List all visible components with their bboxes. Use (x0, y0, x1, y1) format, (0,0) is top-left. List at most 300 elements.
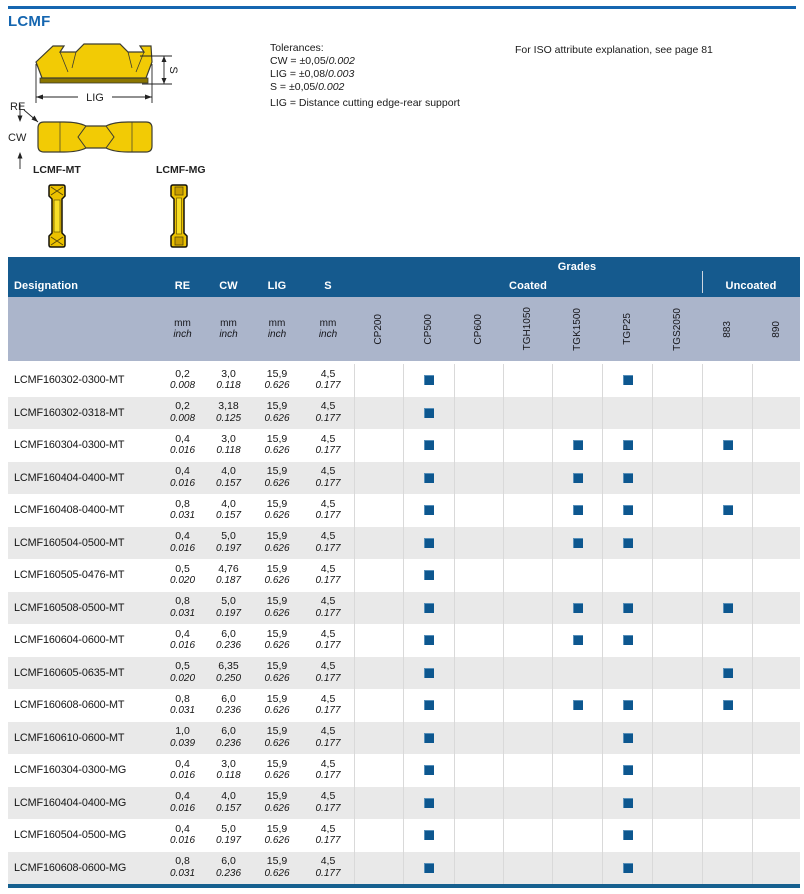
dim-cell-lig (252, 364, 302, 397)
dim-cell-re (160, 624, 205, 657)
unit-cell-cw: mm inch (219, 317, 238, 340)
inch-value: 0.008 (169, 412, 196, 424)
availability-square (424, 700, 434, 710)
dim-cell-re (160, 494, 205, 527)
mm-value: 15,9 (266, 757, 288, 770)
inch-value: 0.020 (169, 672, 196, 684)
grade-cell-890 (752, 624, 800, 657)
mm-value: 15,9 (266, 400, 288, 413)
table-row (8, 559, 800, 592)
designation-cell: LCMF160304-0300-MG (14, 764, 127, 777)
insert-front-view (36, 44, 152, 78)
dim-cell-lig (252, 852, 302, 885)
grade-column-header-tgh1050: TGH1050 (522, 307, 533, 351)
availability-square (573, 700, 583, 710)
dim-cell-s (302, 494, 354, 527)
mm-value: 15,9 (266, 530, 288, 543)
grade-cell-tgs2050 (652, 657, 702, 690)
grade-cell-tgp25 (602, 852, 652, 885)
mm-value: 4,5 (320, 595, 336, 608)
mm-value: 6,0 (221, 627, 236, 640)
grade-cell-cp500 (403, 592, 454, 625)
grade-cell-cp200 (354, 397, 403, 430)
dim-cell-s (302, 657, 354, 690)
designation-header: Designation (14, 280, 79, 292)
mm-value: 0,8 (175, 497, 190, 510)
mm-value: 0,4 (175, 627, 190, 640)
mm-value: 4,0 (221, 790, 236, 803)
dim-cell-s (302, 429, 354, 462)
availability-square (424, 668, 434, 678)
dim-cell-cw (205, 624, 252, 657)
grade-cell-cp600 (454, 657, 503, 690)
mm-value: 0,4 (175, 465, 190, 478)
grade-cell-tgs2050 (652, 722, 702, 755)
mm-value: 5,0 (221, 822, 236, 835)
grade-cell-tgs2050 (652, 689, 702, 722)
tolerances-block (270, 42, 355, 94)
designation-cell: LCMF160508-0500-MT (14, 601, 125, 614)
grade-cell-tgp25 (602, 527, 652, 560)
grade-cell-890 (752, 592, 800, 625)
mm-value: 15,9 (266, 465, 288, 478)
inch-value: 0.197 (215, 542, 242, 554)
dim-cell-cw (205, 819, 252, 852)
inch-value: 0.157 (215, 510, 242, 522)
grade-cell-tgs2050 (652, 559, 702, 592)
grade-cell-cp600 (454, 819, 503, 852)
tolerance-cw: CW = ±0,05/0.002 (270, 55, 355, 67)
mm-value: 1,0 (175, 725, 190, 738)
inch-value: 0.626 (264, 672, 290, 684)
mm-value: 4,5 (320, 400, 336, 413)
mm-value: 4,5 (320, 497, 336, 510)
dim-cell-cw (205, 787, 252, 820)
grades-table (8, 257, 800, 888)
grade-cell-cp500 (403, 624, 454, 657)
grade-cell-cp200 (354, 559, 403, 592)
mm-value: 4,0 (221, 465, 236, 478)
table-row (8, 592, 800, 625)
dim-cell-s (302, 397, 354, 430)
availability-square (623, 538, 633, 548)
designation-cell: LCMF160504-0500-MG (14, 829, 127, 842)
mm-value: 0,8 (175, 692, 190, 705)
inch-value: 0.177 (315, 607, 341, 619)
dim-cell-s (302, 624, 354, 657)
grade-column-header-cp600: CP600 (473, 313, 484, 345)
mm-value: 0,4 (175, 432, 190, 445)
inch-value: 0.197 (215, 607, 242, 619)
availability-square (623, 635, 633, 645)
grade-cell-890 (752, 494, 800, 527)
grade-cell-cp500 (403, 787, 454, 820)
grade-cell-tgp25 (602, 787, 652, 820)
dim-cell-lig (252, 429, 302, 462)
grade-cell-tgh1050 (503, 754, 552, 787)
re-header: RE (174, 280, 191, 292)
grade-cell-cp600 (454, 689, 503, 722)
availability-square (623, 700, 633, 710)
insert-photo-mt (47, 184, 67, 248)
grade-cell-tgk1500 (552, 754, 602, 787)
grade-cell-tgh1050 (503, 397, 552, 430)
inch-value: 0.177 (315, 737, 341, 749)
grade-cell-890 (752, 364, 800, 397)
inch-value: 0.626 (264, 542, 290, 554)
dim-cell-cw (205, 722, 252, 755)
grade-cell-890 (752, 819, 800, 852)
mm-value: 0,8 (175, 595, 190, 608)
dim-cell-cw (205, 494, 252, 527)
grade-cell-883 (702, 494, 752, 527)
mm-value: 4,5 (320, 530, 336, 543)
table-header-units (8, 297, 800, 364)
mm-value: 5,0 (221, 530, 236, 543)
grade-cell-tgh1050 (503, 494, 552, 527)
designation-cell: LCMF160408-0400-MT (14, 504, 125, 517)
dim-cell-re (160, 592, 205, 625)
dim-cell-cw (205, 754, 252, 787)
dim-cell-lig (252, 462, 302, 495)
inch-value: 0.626 (264, 575, 290, 587)
dim-cell-s (302, 754, 354, 787)
dim-cell-cw (205, 559, 252, 592)
iso-attribute-note: For ISO attribute explanation, see page 81 (515, 44, 713, 56)
grade-cell-cp600 (454, 754, 503, 787)
availability-square (723, 668, 733, 678)
inch-value: 0.177 (315, 445, 341, 457)
inch-value: 0.157 (215, 477, 242, 489)
unit-cell-s: mm inch (318, 317, 338, 340)
grade-cell-tgk1500 (552, 722, 602, 755)
mm-value: 6,0 (221, 725, 236, 738)
mm-value: 15,9 (266, 627, 288, 640)
designation-cell: LCMF160404-0400-MT (14, 471, 125, 484)
grade-column-header-tgp25: TGP25 (621, 313, 633, 345)
dim-cell-lig (252, 819, 302, 852)
inch-value: 0.177 (315, 867, 341, 879)
designation-cell: LCMF160604-0600-MT (14, 634, 125, 647)
mm-value: 15,9 (266, 367, 288, 380)
inch-value: 0.626 (264, 412, 290, 424)
grade-cell-cp500 (403, 527, 454, 560)
grade-cell-cp500 (403, 397, 454, 430)
table-row (8, 397, 800, 430)
inch-value: 0.125 (215, 412, 242, 424)
dim-cell-lig (252, 397, 302, 430)
inch-value: 0.626 (264, 705, 290, 717)
dim-cell-re (160, 722, 205, 755)
dim-cell-re (160, 364, 205, 397)
inch-value: 0.118 (216, 770, 241, 782)
availability-square (424, 765, 434, 775)
grade-cell-883 (702, 527, 752, 560)
grade-cell-890 (752, 397, 800, 430)
inch-value: 0.016 (169, 542, 196, 554)
dim-cell-re (160, 852, 205, 885)
availability-square (623, 863, 633, 873)
dim-cell-cw (205, 592, 252, 625)
grade-cell-tgs2050 (652, 754, 702, 787)
grade-cell-890 (752, 462, 800, 495)
dim-cell-re (160, 689, 205, 722)
mm-value: 4,5 (320, 432, 336, 445)
grade-cell-tgh1050 (503, 364, 552, 397)
inch-value: 0.177 (315, 477, 341, 489)
availability-square (573, 538, 583, 548)
grade-cell-890 (752, 527, 800, 560)
inch-value: 0.031 (169, 510, 196, 522)
uncoated-group-header: Uncoated (725, 280, 777, 292)
grade-cell-tgp25 (602, 559, 652, 592)
grade-cell-cp200 (354, 787, 403, 820)
grade-cell-883 (702, 722, 752, 755)
mm-value: 15,9 (266, 562, 288, 575)
mm-value: 5,0 (221, 595, 236, 608)
grade-cell-cp200 (354, 494, 403, 527)
table-row (8, 624, 800, 657)
inch-value: 0.157 (215, 802, 242, 814)
grade-cell-tgh1050 (503, 787, 552, 820)
availability-square (623, 505, 633, 515)
grade-cell-tgk1500 (552, 689, 602, 722)
availability-square (424, 505, 434, 515)
grade-cell-cp600 (454, 462, 503, 495)
mm-value: 4,5 (320, 562, 336, 575)
mm-value: 0,8 (175, 855, 190, 868)
mm-value: 15,9 (266, 725, 288, 738)
grade-cell-tgk1500 (552, 787, 602, 820)
inch-value: 0.626 (264, 867, 290, 879)
tolerance-lig: LIG = ±0,08/0.003 (270, 68, 355, 80)
grade-cell-tgp25 (602, 754, 652, 787)
availability-square (424, 570, 434, 580)
grade-cell-tgp25 (602, 722, 652, 755)
grade-cell-890 (752, 722, 800, 755)
coated-uncoated-divider (702, 271, 703, 293)
grade-cell-cp600 (454, 364, 503, 397)
table-row (8, 819, 800, 852)
grade-cell-cp600 (454, 429, 503, 462)
availability-square (424, 635, 434, 645)
availability-square (424, 603, 434, 613)
table-row (8, 689, 800, 722)
mm-value: 15,9 (266, 432, 288, 445)
dim-cell-cw (205, 364, 252, 397)
availability-square (623, 375, 633, 385)
grade-cell-cp200 (354, 722, 403, 755)
grade-cell-tgk1500 (552, 527, 602, 560)
mm-value: 0,4 (175, 822, 190, 835)
grade-cell-tgs2050 (652, 787, 702, 820)
grade-cell-tgs2050 (652, 852, 702, 885)
dim-label-re: RE (10, 101, 26, 113)
designation-cell: LCMF160504-0500-MT (14, 536, 125, 549)
grade-cell-tgh1050 (503, 462, 552, 495)
inch-value: 0.197 (215, 835, 242, 847)
table-row (8, 787, 800, 820)
availability-square (424, 473, 434, 483)
grade-cell-890 (752, 657, 800, 690)
grade-cell-cp200 (354, 819, 403, 852)
availability-square (424, 440, 434, 450)
grade-cell-883 (702, 397, 752, 430)
grade-cell-tgk1500 (552, 852, 602, 885)
availability-square (424, 375, 434, 385)
inch-value: 0.236 (215, 705, 242, 717)
availability-square (573, 440, 583, 450)
mm-value: 15,9 (266, 692, 288, 705)
inch-value: 0.118 (216, 445, 241, 457)
grade-cell-890 (752, 559, 800, 592)
dim-cell-lig (252, 787, 302, 820)
grade-cell-tgp25 (602, 689, 652, 722)
grade-cell-tgh1050 (503, 722, 552, 755)
designation-cell: LCMF160302-0318-MT (14, 406, 125, 419)
grade-cell-cp500 (403, 429, 454, 462)
mm-value: 4,5 (320, 465, 336, 478)
table-row (8, 657, 800, 690)
mm-value: 3,18 (218, 400, 239, 413)
inch-value: 0.118 (216, 380, 241, 392)
designation-cell: LCMF160610-0600-MT (14, 731, 125, 744)
mm-value: 4,5 (320, 855, 336, 868)
grade-cell-tgk1500 (552, 657, 602, 690)
dim-cell-lig (252, 657, 302, 690)
grade-cell-tgp25 (602, 397, 652, 430)
dim-cell-cw (205, 527, 252, 560)
grade-cell-890 (752, 754, 800, 787)
grade-cell-tgs2050 (652, 592, 702, 625)
mm-value: 15,9 (266, 595, 288, 608)
inch-value: 0.177 (315, 380, 341, 392)
availability-square (723, 440, 733, 450)
inch-value: 0.626 (264, 770, 290, 782)
mm-value: 4,76 (218, 562, 239, 575)
grade-cell-tgh1050 (503, 559, 552, 592)
availability-square (424, 798, 434, 808)
dim-cell-cw (205, 462, 252, 495)
mm-value: 6,35 (218, 660, 239, 673)
dim-cell-lig (252, 592, 302, 625)
dim-cell-s (302, 819, 354, 852)
grade-cell-tgp25 (602, 494, 652, 527)
designation-cell: LCMF160608-0600-MT (14, 699, 125, 712)
mm-value: 4,5 (320, 367, 336, 380)
grade-cell-tgh1050 (503, 657, 552, 690)
grade-cell-cp600 (454, 397, 503, 430)
lig-header: LIG (267, 280, 287, 292)
grade-cell-tgh1050 (503, 592, 552, 625)
inch-value: 0.187 (215, 575, 242, 587)
mm-value: 4,5 (320, 790, 336, 803)
table-row (8, 494, 800, 527)
grade-cell-883 (702, 559, 752, 592)
dim-label-lig: LIG (86, 92, 104, 104)
availability-square (623, 473, 633, 483)
grade-cell-tgs2050 (652, 624, 702, 657)
grade-cell-tgh1050 (503, 429, 552, 462)
inch-value: 0.250 (215, 672, 242, 684)
inch-value: 0.016 (169, 835, 196, 847)
dim-cell-s (302, 689, 354, 722)
dim-cell-lig (252, 494, 302, 527)
grade-cell-cp500 (403, 494, 454, 527)
grade-cell-tgp25 (602, 657, 652, 690)
grade-cell-tgk1500 (552, 592, 602, 625)
variant-label-mt: LCMF-MT (33, 164, 81, 176)
dim-cell-re (160, 657, 205, 690)
grade-cell-890 (752, 852, 800, 885)
inch-value: 0.031 (169, 867, 196, 879)
mm-value: 15,9 (266, 497, 288, 510)
mm-value: 4,5 (320, 822, 336, 835)
mm-value: 0,4 (175, 757, 190, 770)
availability-square (424, 863, 434, 873)
designation-cell: LCMF160605-0635-MT (14, 666, 125, 679)
availability-square (424, 408, 434, 418)
grade-column-header-tgk1500: TGK1500 (571, 307, 583, 351)
dim-cell-s (302, 787, 354, 820)
inch-value: 0.626 (264, 640, 290, 652)
grade-cell-cp200 (354, 754, 403, 787)
grade-cell-cp500 (403, 819, 454, 852)
grades-group-header: Grades (557, 261, 597, 273)
grade-cell-tgs2050 (652, 819, 702, 852)
grade-cell-883 (702, 592, 752, 625)
mm-value: 15,9 (266, 855, 288, 868)
coated-group-header: Coated (509, 280, 547, 292)
availability-square (623, 603, 633, 613)
mm-value: 0,5 (175, 562, 190, 575)
grade-cell-cp200 (354, 429, 403, 462)
inch-value: 0.626 (264, 380, 290, 392)
grade-cell-tgs2050 (652, 494, 702, 527)
grade-cell-tgs2050 (652, 364, 702, 397)
table-row (8, 722, 800, 755)
inch-value: 0.177 (315, 770, 341, 782)
mm-value: 0,2 (175, 400, 190, 413)
inch-value: 0.016 (169, 802, 196, 814)
availability-square (623, 765, 633, 775)
inch-value: 0.016 (169, 640, 196, 652)
mm-value: 0,5 (175, 660, 190, 673)
dim-cell-s (302, 722, 354, 755)
inch-value: 0.031 (169, 607, 196, 619)
dim-cell-lig (252, 559, 302, 592)
table-bottom-border (8, 884, 800, 888)
dim-cell-re (160, 429, 205, 462)
grade-cell-cp500 (403, 722, 454, 755)
mm-value: 4,5 (320, 725, 336, 738)
dim-label-cw: CW (8, 132, 27, 144)
table-body (8, 364, 800, 884)
grade-cell-cp600 (454, 592, 503, 625)
grade-cell-890 (752, 689, 800, 722)
table-row (8, 754, 800, 787)
grade-cell-tgk1500 (552, 819, 602, 852)
inch-value: 0.626 (264, 510, 290, 522)
page-title: LCMF (8, 13, 51, 30)
availability-square (723, 700, 733, 710)
lig-definition-note: LIG = Distance cutting edge-rear support (270, 97, 460, 109)
grade-cell-tgk1500 (552, 364, 602, 397)
grade-cell-tgh1050 (503, 527, 552, 560)
s-header: S (324, 280, 332, 292)
dim-cell-lig (252, 754, 302, 787)
mm-value: 3,0 (221, 432, 236, 445)
